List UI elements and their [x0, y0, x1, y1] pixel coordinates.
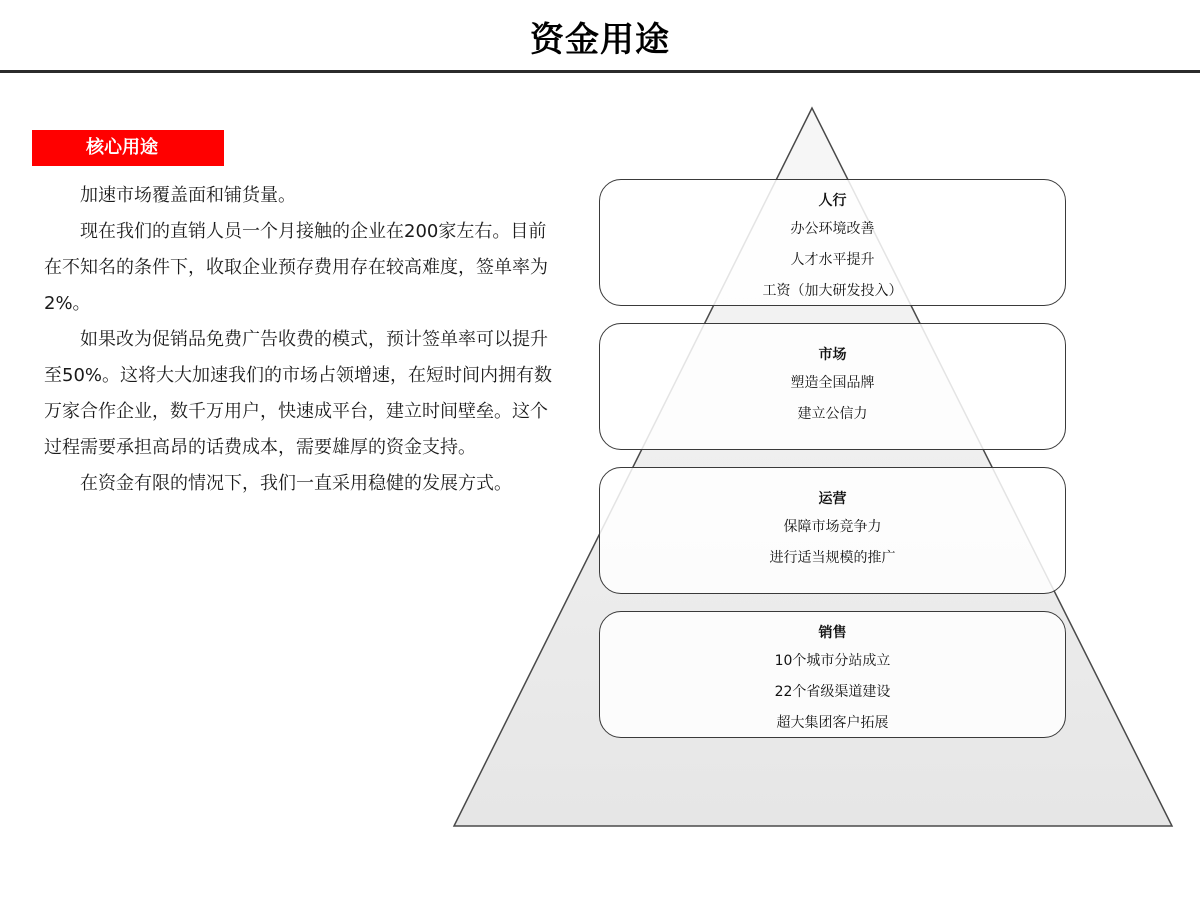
tier-item: 进行适当规模的推广 [769, 550, 896, 566]
page-title: 资金用途 [530, 20, 670, 60]
paragraph: 在资金有限的情况下，我们一直采用稳健的发展方式。 [80, 473, 512, 494]
paragraph: 如果改为促销品免费广告收费的模式，预计签单率可以提升至50%。这将大大加速我们的市场占领增速，在短时间内拥有数万家合作企业，数千万用户，快速成平台，建立时间壁垒。这个过程需要承担高昂的话费成本，需要雄厚的资金支持。 [44, 329, 553, 458]
tier-item: 建立公信力 [797, 406, 868, 422]
tier-item: 10个城市分站成立 [774, 653, 891, 669]
tier-title: 人行 [818, 193, 847, 209]
pyramid-tier-sales [599, 611, 1066, 738]
paragraph: 加速市场覆盖面和铺货量。 [80, 185, 296, 206]
tier-title: 市场 [818, 347, 847, 363]
tier-item: 塑造全国品牌 [790, 375, 875, 391]
tier-item: 保障市场竞争力 [783, 519, 882, 535]
tier-item: 办公环境改善 [790, 221, 875, 237]
paragraph: 现在我们的直销人员一个月接触的企业在200家左右。目前在不知名的条件下，收取企业预存费用存在较高难度，签单率为2%。 [44, 221, 548, 314]
tier-item: 人才水平提升 [790, 252, 875, 268]
tier-item: 22个省级渠道建设 [774, 684, 891, 700]
section-badge: 核心用途 [32, 130, 224, 166]
tier-title: 销售 [818, 625, 847, 641]
pyramid-tier-hr [599, 179, 1066, 306]
tier-item: 工资（加大研发投入） [762, 283, 903, 299]
pyramid-tier-market [599, 323, 1066, 450]
pyramid-tier-operations [599, 467, 1066, 594]
tier-title: 运营 [818, 491, 847, 507]
tier-item: 超大集团客户拓展 [776, 715, 889, 731]
